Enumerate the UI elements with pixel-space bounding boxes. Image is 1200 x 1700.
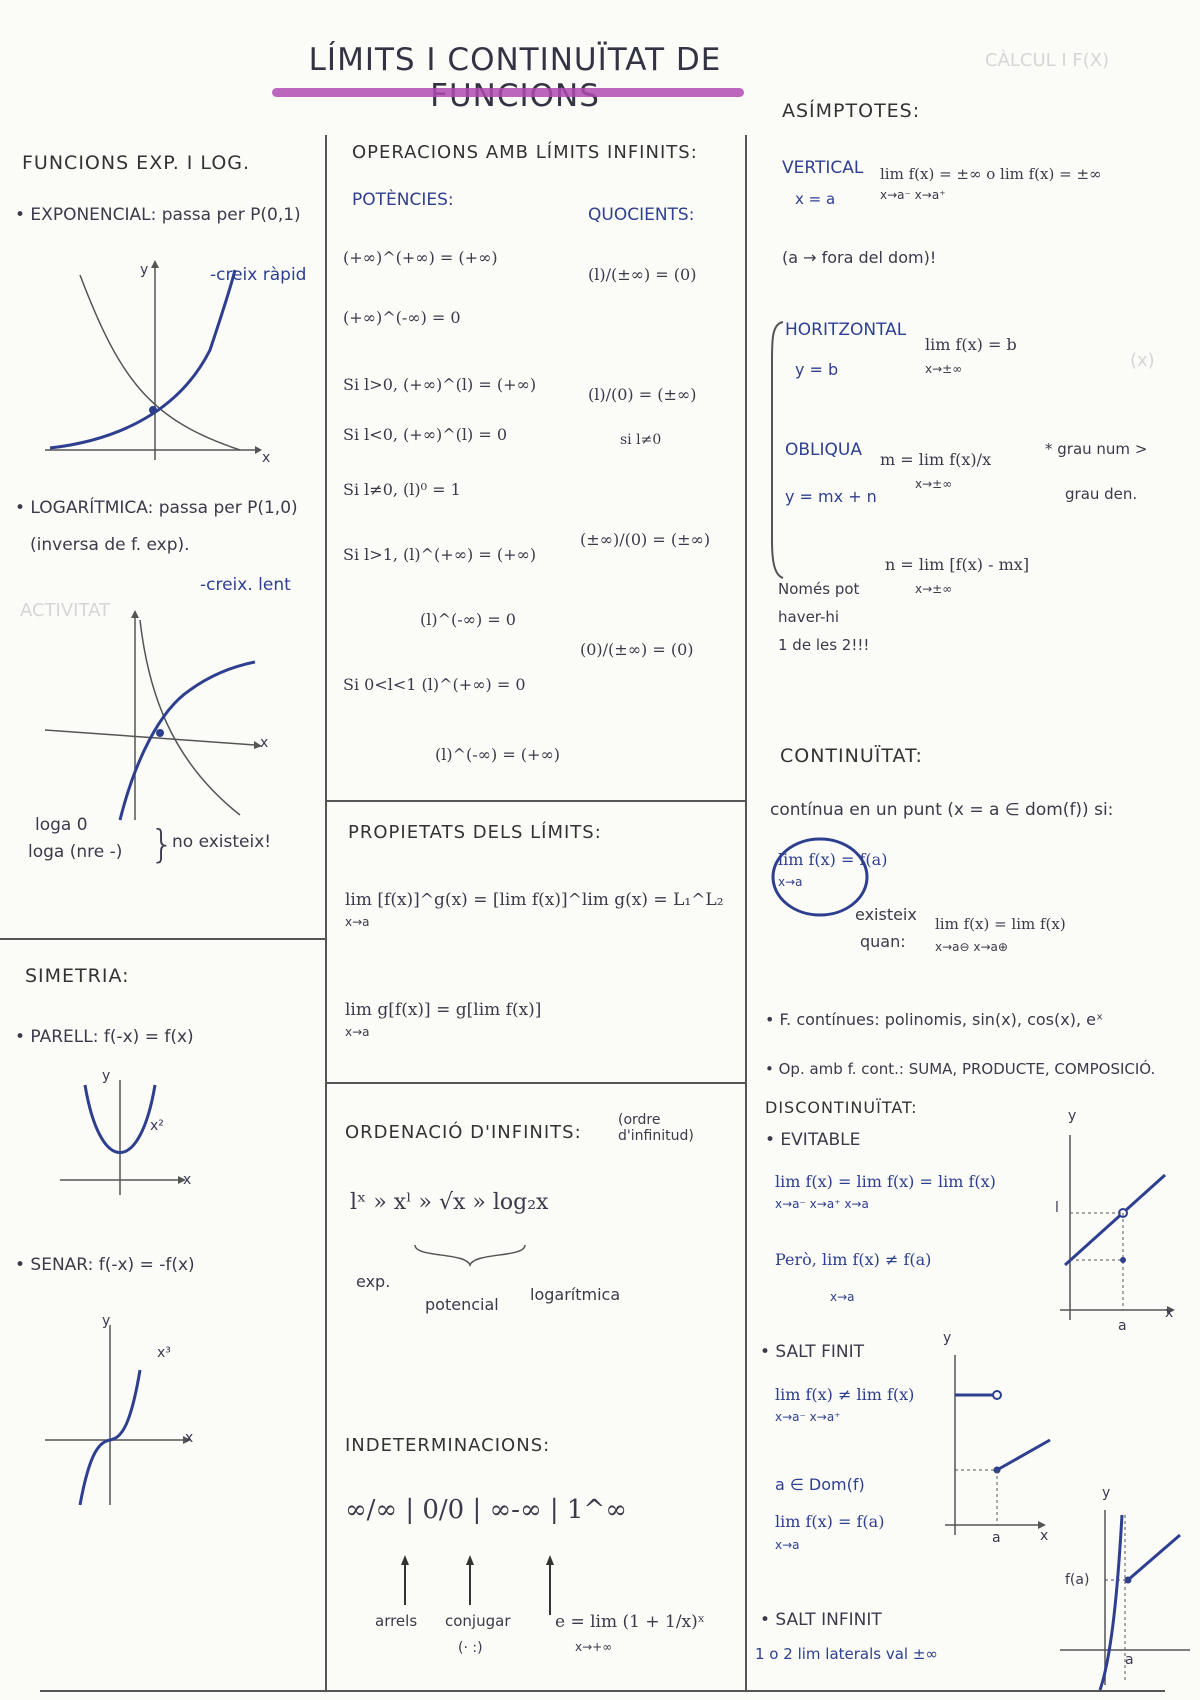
senar-text: • SENAR: f(-x) = -f(x) [15, 1255, 195, 1275]
ordre-note: (ordre d'infinitud) [618, 1112, 694, 1144]
operacions-header: OPERACIONS AMB LÍMITS INFINITS: [352, 142, 698, 163]
evitable-l-label: l [1055, 1200, 1059, 1216]
indeterminacions-header: INDETERMINACIONS: [345, 1435, 551, 1456]
potencia-7: (l)^(-∞) = 0 [420, 610, 516, 629]
logaritmica-text: • LOGARÍTMICA: passa per P(1,0) [15, 498, 298, 518]
logarithmic-graph [40, 610, 270, 830]
potencia-8: Si 0<l<1 (l)^(+∞) = 0 [343, 675, 526, 694]
exponencial-text: • EXPONENCIAL: passa per P(0,1) [15, 205, 301, 225]
potencial-brace [410, 1240, 530, 1270]
potencia-2: (+∞)^(-∞) = 0 [343, 308, 461, 327]
nomes-2: haver-hi [778, 608, 840, 626]
quocients-subheader: QUOCIENTS: [588, 205, 695, 225]
parell-y-label: y [102, 1068, 111, 1084]
obliqua-note-2: grau den. [1065, 485, 1138, 503]
quocient-3: (±∞)/(0) = (±∞) [580, 530, 711, 549]
conjugar-label: conjugar [445, 1612, 511, 1630]
obliqua-equation: y = mx + n [785, 487, 877, 506]
evitable-limit: lim f(x) = lim f(x) = lim f(x) [775, 1172, 996, 1191]
title-highlight [272, 88, 744, 97]
vertical-equation: x = a [795, 190, 836, 208]
salt-finit-y-label: y [943, 1330, 952, 1346]
salt-infinit-label: • SALT INFINIT [760, 1610, 882, 1630]
discontinuitat-header: DISCONTINUÏTAT: [765, 1098, 918, 1117]
salt-finit-limit: lim f(x) ≠ lim f(x) [775, 1385, 915, 1404]
salt-finit-limit-sub: x→a⁻ x→a⁺ [775, 1410, 841, 1424]
salt-infinit-desc: 1 o 2 lim laterals val ±∞ [755, 1645, 938, 1663]
brace: } [150, 822, 175, 866]
propietats-header: PROPIETATS DELS LÍMITS: [348, 822, 602, 843]
continuitat-limit: lim f(x) = f(a) [778, 850, 888, 869]
divider-right [745, 135, 747, 1690]
indeterminacions-arrows [395, 1555, 575, 1615]
asimptota-brace [768, 320, 788, 580]
pero-limit: Però, lim f(x) ≠ f(a) [775, 1250, 932, 1269]
salt-finit-label: • SALT FINIT [760, 1342, 864, 1362]
salt-infinit-fa-label: f(a) [1065, 1572, 1090, 1588]
pero-limit-sub: x→a [830, 1290, 855, 1304]
obliqua-m: m = lim f(x)/x [880, 450, 992, 469]
parell-function-label: x² [150, 1118, 164, 1134]
ordenacio-expression: lˣ » xˡ » √x » log₂x [350, 1190, 549, 1215]
potencia-1: (+∞)^(+∞) = (+∞) [343, 248, 498, 267]
salt-infinit-a-label: a [1125, 1652, 1134, 1668]
quocient-1: (l)/(±∞) = (0) [588, 265, 697, 284]
existeix-limit: lim f(x) = lim f(x) [935, 915, 1066, 933]
vertical-limit: lim f(x) = ±∞ o lim f(x) = ±∞ [880, 165, 1102, 183]
e-limit: e = lim (1 + 1/x)ˣ [555, 1612, 705, 1632]
arrels-label: arrels [375, 1612, 418, 1630]
vertical-note: (a → fora del dom)! [782, 248, 937, 267]
vertical-limit-sub: x→a⁻ x→a⁺ [880, 188, 946, 202]
divider-mid-propietats [325, 800, 745, 802]
logaritmica-label: logarítmica [530, 1285, 621, 1304]
simetria-header: SIMETRIA: [25, 965, 130, 987]
divider-left-simetria [0, 938, 325, 940]
evitable-label: • EVITABLE [765, 1130, 861, 1150]
evitable-y-label: y [1068, 1108, 1077, 1124]
salt-infinit-y-label: y [1102, 1485, 1111, 1501]
log-negative-text: loga (nre -) [28, 842, 123, 862]
existeix-text: existeix [855, 905, 917, 924]
op-amb-text: • Op. amb f. cont.: SUMA, PRODUCTE, COMPOSICIÓ. [765, 1060, 1156, 1078]
page-title: LÍMITS I CONTINUÏTAT DE [308, 42, 722, 78]
potencia-9: (l)^(-∞) = (+∞) [435, 745, 561, 764]
potencia-6: Si l>1, (l)^(+∞) = (+∞) [343, 545, 537, 564]
quocient-2-note: si l≠0 [620, 432, 662, 448]
divider-bottom [40, 1690, 1165, 1692]
potencia-4: Si l<0, (+∞)^(l) = 0 [343, 425, 508, 444]
exp-y-label: y [140, 262, 149, 278]
exp-label: exp. [356, 1272, 391, 1291]
horitzontal-limit-sub: x→±∞ [925, 362, 963, 376]
potencies-subheader: POTÈNCIES: [352, 190, 454, 210]
nomes-3: 1 de les 2!!! [778, 636, 870, 654]
obliqua-m-sub: x→±∞ [915, 477, 953, 491]
salt-finit-limit-2-sub: x→a [775, 1538, 800, 1552]
evitable-graph [1045, 1125, 1175, 1325]
evitable-a-label: a [1118, 1318, 1127, 1334]
continuitat-header: CONTINUÏTAT: [780, 745, 923, 767]
senar-graph [45, 1320, 205, 1510]
propietat-1: lim [f(x)]^g(x) = [lim f(x)]^lim g(x) = L₁^L₂ [345, 890, 724, 910]
f-continues-text: • F. contínues: polinomis, sin(x), cos(x), eˣ [765, 1010, 1104, 1029]
creix-rapid-note: -creix ràpid [210, 265, 307, 285]
parell-text: • PARELL: f(-x) = f(x) [15, 1027, 194, 1047]
horitzontal-label: HORITZONTAL [785, 320, 907, 340]
divider-mid-ordenacio [325, 1082, 745, 1084]
quocient-2: (l)/(0) = (±∞) [588, 385, 697, 404]
exp-log-header: FUNCIONS EXP. I LOG. [22, 152, 251, 174]
salt-finit-x-label: x [1040, 1528, 1049, 1544]
continuitat-limit-sub: x→a [778, 875, 803, 889]
parell-x-label: x [183, 1172, 192, 1188]
quan-text: quan: [860, 932, 906, 951]
salt-infinit-graph [1050, 1505, 1190, 1690]
log-zero-text: loga 0 [35, 815, 88, 835]
conjugar-sub: (· :) [458, 1640, 483, 1656]
nomes-1: Només pot [778, 580, 860, 598]
creix-lent-note: -creix. lent [200, 575, 291, 595]
quocient-4: (0)/(±∞) = (0) [580, 640, 694, 659]
potencia-5: Si l≠0, (l)⁰ = 1 [343, 480, 461, 499]
horitzontal-equation: y = b [795, 360, 839, 379]
propietat-1-sub: x→a [345, 915, 370, 929]
evitable-x-label: x [1165, 1305, 1174, 1321]
evitable-limit-sub: x→a⁻ x→a⁺ x→a [775, 1197, 869, 1211]
senar-function-label: x³ [157, 1345, 171, 1361]
asimptotes-header: ASÍMPTOTES: [782, 100, 921, 122]
divider-left [325, 135, 327, 1690]
exponential-graph [40, 260, 270, 470]
salt-finit-limit-2: lim f(x) = f(a) [775, 1512, 885, 1531]
indeterminacions-expression: ∞/∞ | 0/0 | ∞-∞ | 1^∞ [345, 1495, 627, 1525]
vertical-label: VERTICAL [782, 158, 864, 178]
inversa-text: (inversa de f. exp). [30, 535, 190, 555]
log-x-label: x [260, 735, 269, 751]
no-existeix-text: no existeix! [172, 832, 272, 852]
ordenacio-header: ORDENACIÓ D'INFINITS: [345, 1122, 582, 1143]
senar-x-label: x [185, 1430, 194, 1446]
a-dom-text: a ∈ Dom(f) [775, 1475, 865, 1494]
parell-graph [60, 1075, 200, 1205]
propietat-2: lim g[f(x)] = g[lim f(x)] [345, 1000, 542, 1020]
existeix-limit-sub: x→a⊖ x→a⊕ [935, 940, 1008, 954]
salt-finit-a-label: a [992, 1530, 1001, 1546]
e-limit-sub: x→+∞ [575, 1640, 613, 1654]
salt-finit-graph [940, 1345, 1050, 1545]
continuitat-definicio: contínua en un punt (x = a ∈ dom(f)) si: [770, 800, 1114, 820]
senar-y-label: y [102, 1313, 111, 1329]
obliqua-n-sub: x→±∞ [915, 582, 953, 596]
propietat-2-sub: x→a [345, 1025, 370, 1039]
exp-x-label: x [262, 450, 271, 466]
potencial-label: potencial [425, 1295, 499, 1314]
potencia-3: Si l>0, (+∞)^(l) = (+∞) [343, 375, 537, 394]
horitzontal-limit: lim f(x) = b [925, 335, 1017, 354]
obliqua-note-1: * grau num > [1045, 440, 1148, 458]
obliqua-label: OBLIQUA [785, 440, 862, 460]
obliqua-n: n = lim [f(x) - mx] [885, 555, 1030, 574]
